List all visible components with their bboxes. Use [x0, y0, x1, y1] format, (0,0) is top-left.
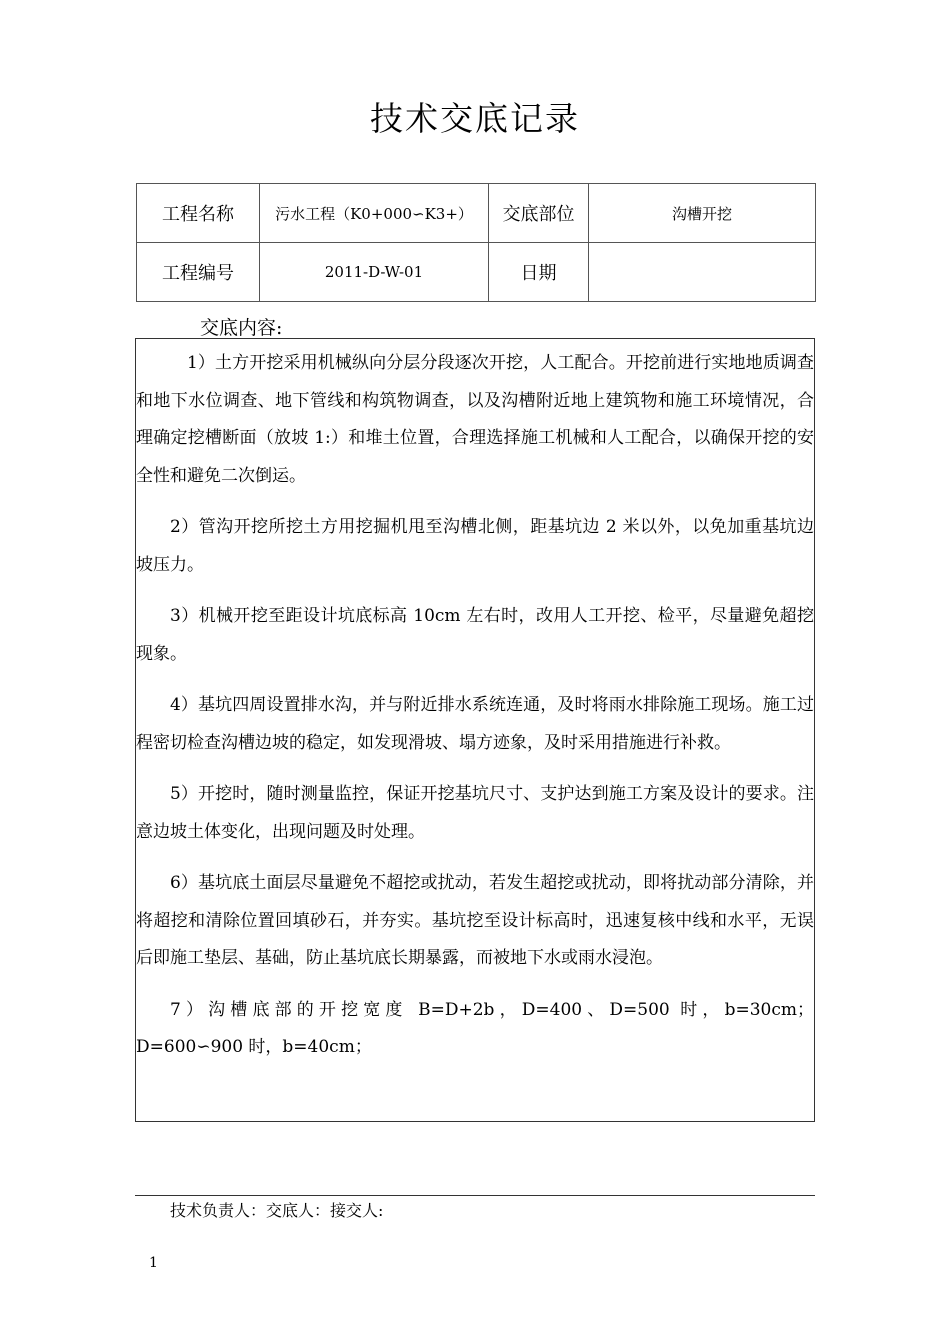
- project-name-label: 工程名称: [137, 184, 260, 243]
- date-value: [589, 243, 816, 302]
- paragraph-2: 2）管沟开挖所挖土方用挖掘机甩至沟槽北侧，距基坑边 2 米以外，以免加重基坑边坡压力。: [136, 517, 814, 575]
- info-table: [136, 183, 816, 302]
- content-label: 交底内容:: [200, 317, 283, 339]
- project-no-label: 工程编号: [137, 243, 260, 302]
- info-row-1: [137, 184, 816, 243]
- project-no-value: 2011-D-W-01: [260, 243, 489, 302]
- location-label: 交底部位: [489, 184, 589, 243]
- date-label: 日期: [489, 243, 589, 302]
- paragraph-1: 1）土方开挖采用机械纵向分层分段逐次开挖，人工配合。开挖前进行实地地质调查和地下水位调查、地下管线和构筑物调查，以及沟槽附近地上建筑物和施工环境情况，合理确定挖槽断面（放坡 1:）和堆土位置，合理选择施工机械和人工配合，以确保开挖的安全性和避免二次倒运。: [136, 353, 814, 486]
- location-value: 沟槽开挖: [589, 184, 816, 243]
- document-title: 技术交底记录: [370, 99, 580, 138]
- page-number: 1: [149, 1255, 158, 1271]
- paragraph-4: 4）基坑四周设置排水沟，并与附近排水系统连通，及时将雨水排除施工现场。施工过程密切检查沟槽边坡的稳定，如发现滑坡、塌方迹象，及时采用措施进行补救。: [136, 695, 814, 753]
- project-name-value: 污水工程（K0+000∽K3+）: [260, 184, 489, 243]
- signature-line: 技术负责人：交底人：接交人:: [170, 1201, 384, 1220]
- paragraph-7: 7）沟槽底部的开挖宽度 B=D+2b，D=400、D=500 时，b=30cm；D=600∽900 时，b=40cm；: [136, 999, 814, 1057]
- paragraph-3: 3）机械开挖至距设计坑底标高 10cm 左右时，改用人工开挖、检平，尽量避免超挖现象。: [136, 606, 814, 664]
- paragraph-6: 6）基坑底土面层尽量避免不超挖或扰动，若发生超挖或扰动，即将扰动部分清除，并将超挖和清除位置回填砂石，并夯实。基坑挖至设计标高时，迅速复核中线和水平，无误后即施工垫层、基础，防止基坑底长期暴露，而被地下水或雨水浸泡。: [136, 873, 814, 968]
- paragraph-5: 5）开挖时，随时测量监控，保证开挖基坑尺寸、支护达到施工方案及设计的要求。注意边坡土体变化，出现问题及时处理。: [136, 784, 814, 842]
- info-row-2: [137, 243, 816, 302]
- content-box: [135, 338, 815, 1122]
- signature-divider: [135, 1195, 815, 1196]
